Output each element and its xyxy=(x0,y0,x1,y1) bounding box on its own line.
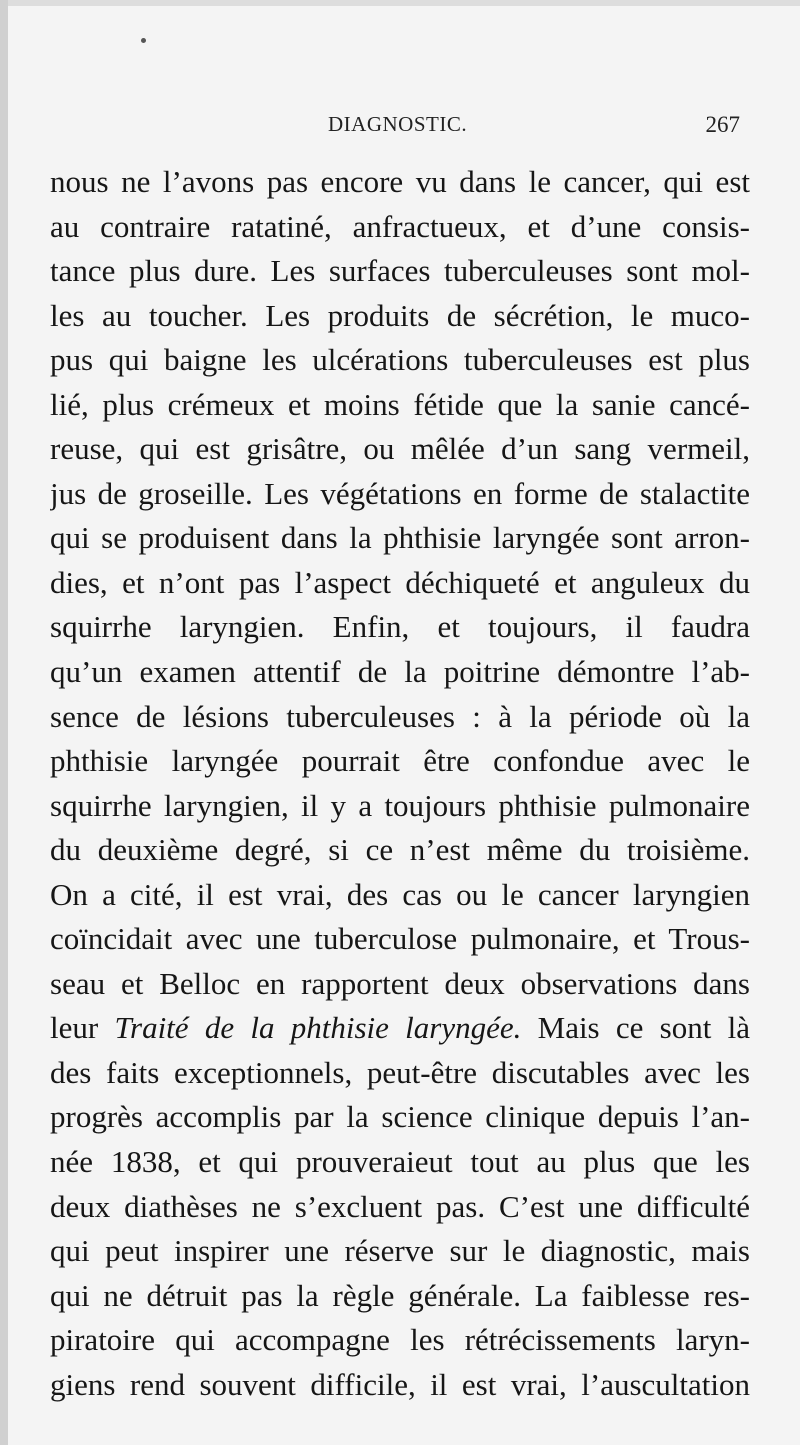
text-line: des faits exceptionnels, peut-être discutables avec les xyxy=(50,1054,750,1090)
text-line: squirrhe laryngien. Enfin, et toujours, il faudra xyxy=(50,609,750,645)
text-line: phthisie laryngée pourrait être confondue avec le xyxy=(50,743,750,779)
text-line: qu’un examen attentif de la poitrine démontre l’ab- xyxy=(50,654,750,690)
text-line: On a cité, il est vrai, des cas ou le cancer laryngien xyxy=(50,876,750,912)
body-text xyxy=(50,160,750,1407)
text-line: sence de lésions tuberculeuses : à la période où la xyxy=(50,698,750,734)
text-line: au contraire ratatiné, anfractueux, et d’une consis- xyxy=(50,208,750,244)
text-line: née 1838, et qui prouveraieut tout au plus que les xyxy=(50,1144,750,1180)
text-line: jus de groseille. Les végétations en forme de stalactite xyxy=(50,475,750,511)
text-line: reuse, qui est grisâtre, ou mêlée d’un sang vermeil, xyxy=(50,431,750,467)
book-title-italic: Traité de la phthisie laryngée. xyxy=(114,1010,522,1046)
running-title: DIAGNOSTIC. xyxy=(328,112,468,136)
ink-speck xyxy=(141,38,146,43)
page-edge-left xyxy=(0,0,8,1445)
text-line: qui ne détruit pas la règle générale. La faiblesse res- xyxy=(50,1277,750,1313)
text-line: qui peut inspirer une réserve sur le diagnostic, mais xyxy=(50,1233,750,1269)
text-line: deux diathèses ne s’excluent pas. C’est une difficulté xyxy=(50,1188,750,1224)
text-line: squirrhe laryngien, il y a toujours phthisie pulmonaire xyxy=(50,787,750,823)
text-line: coïncidait avec une tuberculose pulmonaire, et Trous- xyxy=(50,921,750,957)
text-line: lié, plus crémeux et moins fétide que la sanie cancé- xyxy=(50,386,750,422)
text-line: piratoire qui accompagne les rétrécissements laryn- xyxy=(50,1322,750,1358)
text-line: tance plus dure. Les surfaces tuberculeuses sont mol- xyxy=(50,253,750,289)
text-segment: Mais ce sont là xyxy=(521,1010,750,1046)
text-line xyxy=(50,1006,750,1051)
running-head xyxy=(50,112,740,142)
text-line: les au toucher. Les produits de sécrétion, le muco- xyxy=(50,297,750,333)
page-number: 267 xyxy=(705,112,740,137)
text-line: giens rend souvent difficile, il est vrai, l’auscultation xyxy=(50,1366,750,1402)
text-line: dies, et n’ont pas l’aspect déchiqueté et anguleux du xyxy=(50,564,750,600)
text-line: progrès accomplis par la science clinique depuis l’an- xyxy=(50,1099,750,1135)
text-line: pus qui baigne les ulcérations tuberculeuses est plus xyxy=(50,342,750,378)
text-line: seau et Belloc en rapportent deux observations dans xyxy=(50,965,750,1001)
text-line: qui se produisent dans la phthisie laryngée sont arron- xyxy=(50,520,750,556)
page-edge-top xyxy=(0,0,800,6)
text-line: nous ne l’avons pas encore vu dans le cancer, qui est xyxy=(50,164,750,199)
text-segment: leur xyxy=(50,1010,115,1046)
text-line: du deuxième degré, si ce n’est même du troisième. xyxy=(50,832,750,868)
